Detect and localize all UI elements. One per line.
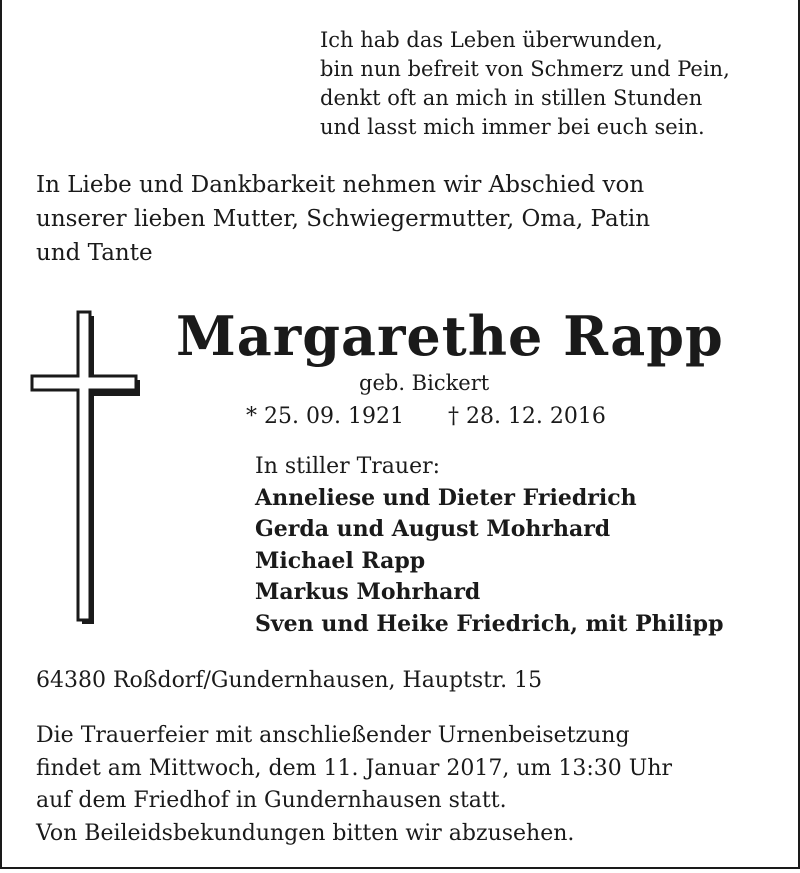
death-date: † 28. 12. 2016 xyxy=(447,404,606,429)
ceremony-details xyxy=(36,720,672,850)
poem-line: Ich hab das Leben überwunden, xyxy=(320,28,663,52)
birth-date: * 25. 09. 1921 xyxy=(246,404,404,429)
mourners-list xyxy=(255,451,723,640)
mourners-heading: In stiller Trauer: xyxy=(255,454,441,479)
ceremony-line: findet am Mittwoch, dem 11. Januar 2017, um 13:30 Uhr xyxy=(36,755,673,781)
ceremony-line: Die Trauerfeier mit anschließender Urnenbeisetzung xyxy=(36,723,630,748)
poem-line: und lasst mich immer bei euch sein. xyxy=(320,115,705,139)
poem xyxy=(320,26,730,142)
ceremony-line: auf dem Friedhof in Gundernhausen statt. xyxy=(36,788,507,813)
deceased-name: Margarethe Rapp xyxy=(176,304,724,368)
intro-line: In Liebe und Dankbarkeit nehmen wir Abschied von xyxy=(36,172,645,198)
family-address: 64380 Roßdorf/Gundernhausen, Hauptstr. 15 xyxy=(36,668,543,693)
mourner-name: Gerda und August Mohrhard xyxy=(255,516,611,542)
latin-cross-icon xyxy=(30,310,146,626)
poem-line: denkt oft an mich in stillen Stunden xyxy=(320,86,703,110)
mourner-name: Markus Mohrhard xyxy=(255,579,481,605)
intro-line: unserer lieben Mutter, Schwiegermutter, Oma, Patin xyxy=(36,206,651,232)
farewell-intro xyxy=(36,168,650,270)
maiden-name: geb. Bickert xyxy=(359,371,490,395)
mourner-name: Sven und Heike Friedrich, mit Philipp xyxy=(255,610,724,637)
intro-line: und Tante xyxy=(36,240,153,266)
mourner-name: Michael Rapp xyxy=(255,547,426,574)
ceremony-line: Von Beileidsbekundungen bitten wir abzusehen. xyxy=(36,820,575,846)
life-dates xyxy=(246,400,606,434)
mourner-name: Anneliese und Dieter Friedrich xyxy=(255,484,637,511)
poem-line: bin nun befreit von Schmerz und Pein, xyxy=(320,57,730,81)
